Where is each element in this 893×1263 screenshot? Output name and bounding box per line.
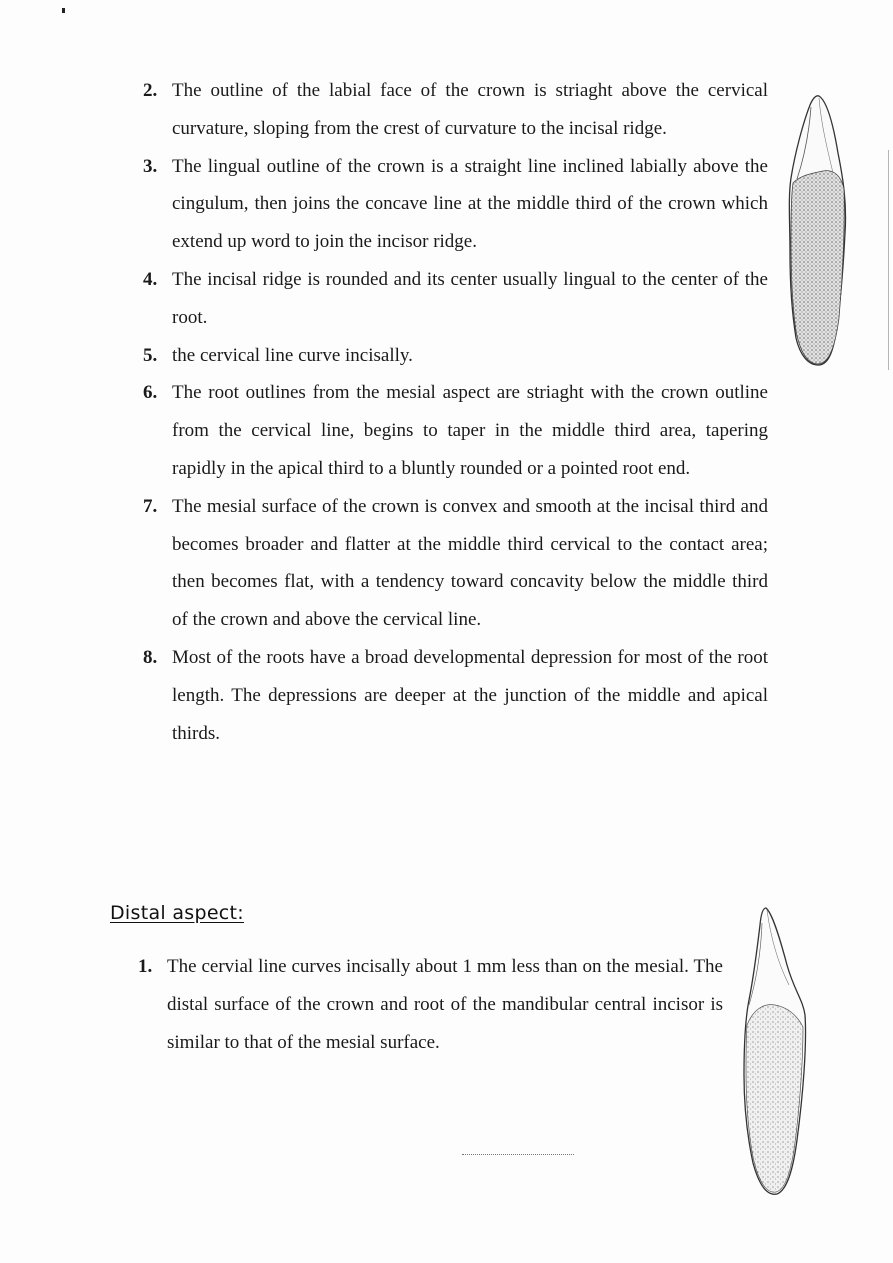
list-item [143, 374, 768, 487]
tooth-distal-view-icon [737, 905, 811, 1197]
list-item-number: 4. [143, 268, 158, 290]
list-item-text: The cervial line curves incisally about 1 mm less than on the mesial. The distal surface of the crown and root of the mandibular central incisor is similar to that of the mesial surface. [167, 956, 723, 1053]
list-item [143, 148, 768, 261]
list-item [138, 948, 723, 1061]
tooth-mesial-view-icon [783, 93, 849, 368]
distal-aspect-list [138, 948, 723, 1061]
scan-artifact [462, 1154, 574, 1159]
list-item-text: The mesial surface of the crown is convex and smooth at the incisal third and becomes broader and flatter at the middle third cervical to the contact area; then becomes flat, with a tendency toward concavity below the middle third of the crown and above the cervical line. [172, 495, 768, 631]
list-item-number: 1. [138, 956, 153, 977]
list-item-text: The lingual outline of the crown is a straight line inclined labially above the cingulum, then joins the concave line at the middle third of the crown which extend up word to join the incisor ridge. [172, 155, 768, 253]
list-item-text: Most of the roots have a broad developmental depression for most of the root length. The depressions are deeper at the junction of the middle and apical thirds. [172, 646, 768, 744]
distal-aspect-heading: Distal aspect: [110, 902, 245, 924]
list-item-number: 2. [143, 80, 158, 101]
list-item [143, 337, 768, 375]
list-item-number: 7. [143, 495, 158, 517]
list-item-number: 6. [143, 382, 158, 404]
list-item [143, 488, 768, 639]
list-item-text: the cervical line curve incisally. [172, 344, 413, 366]
list-item-number: 5. [143, 344, 158, 366]
page-edge-line [888, 150, 889, 370]
list-item-number: 3. [143, 155, 158, 177]
list-item [143, 639, 768, 752]
list-item [143, 72, 768, 148]
mesial-aspect-list [143, 72, 768, 752]
list-item-text: The root outlines from the mesial aspect are striaght with the crown outline from the cervical line, begins to taper in the middle third area, tapering rapidly in the apical third to a bluntly rounded or a pointed root end. [172, 382, 768, 479]
list-item-text: The incisal ridge is rounded and its center usually lingual to the center of the root. [172, 268, 768, 328]
list-item-text: The outline of the labial face of the crown is striaght above the cervical curvature, sloping from the crest of curvature to the incisal ridge. [172, 80, 768, 139]
scan-mark [62, 8, 65, 13]
list-item-number: 8. [143, 646, 158, 668]
list-item [143, 261, 768, 337]
